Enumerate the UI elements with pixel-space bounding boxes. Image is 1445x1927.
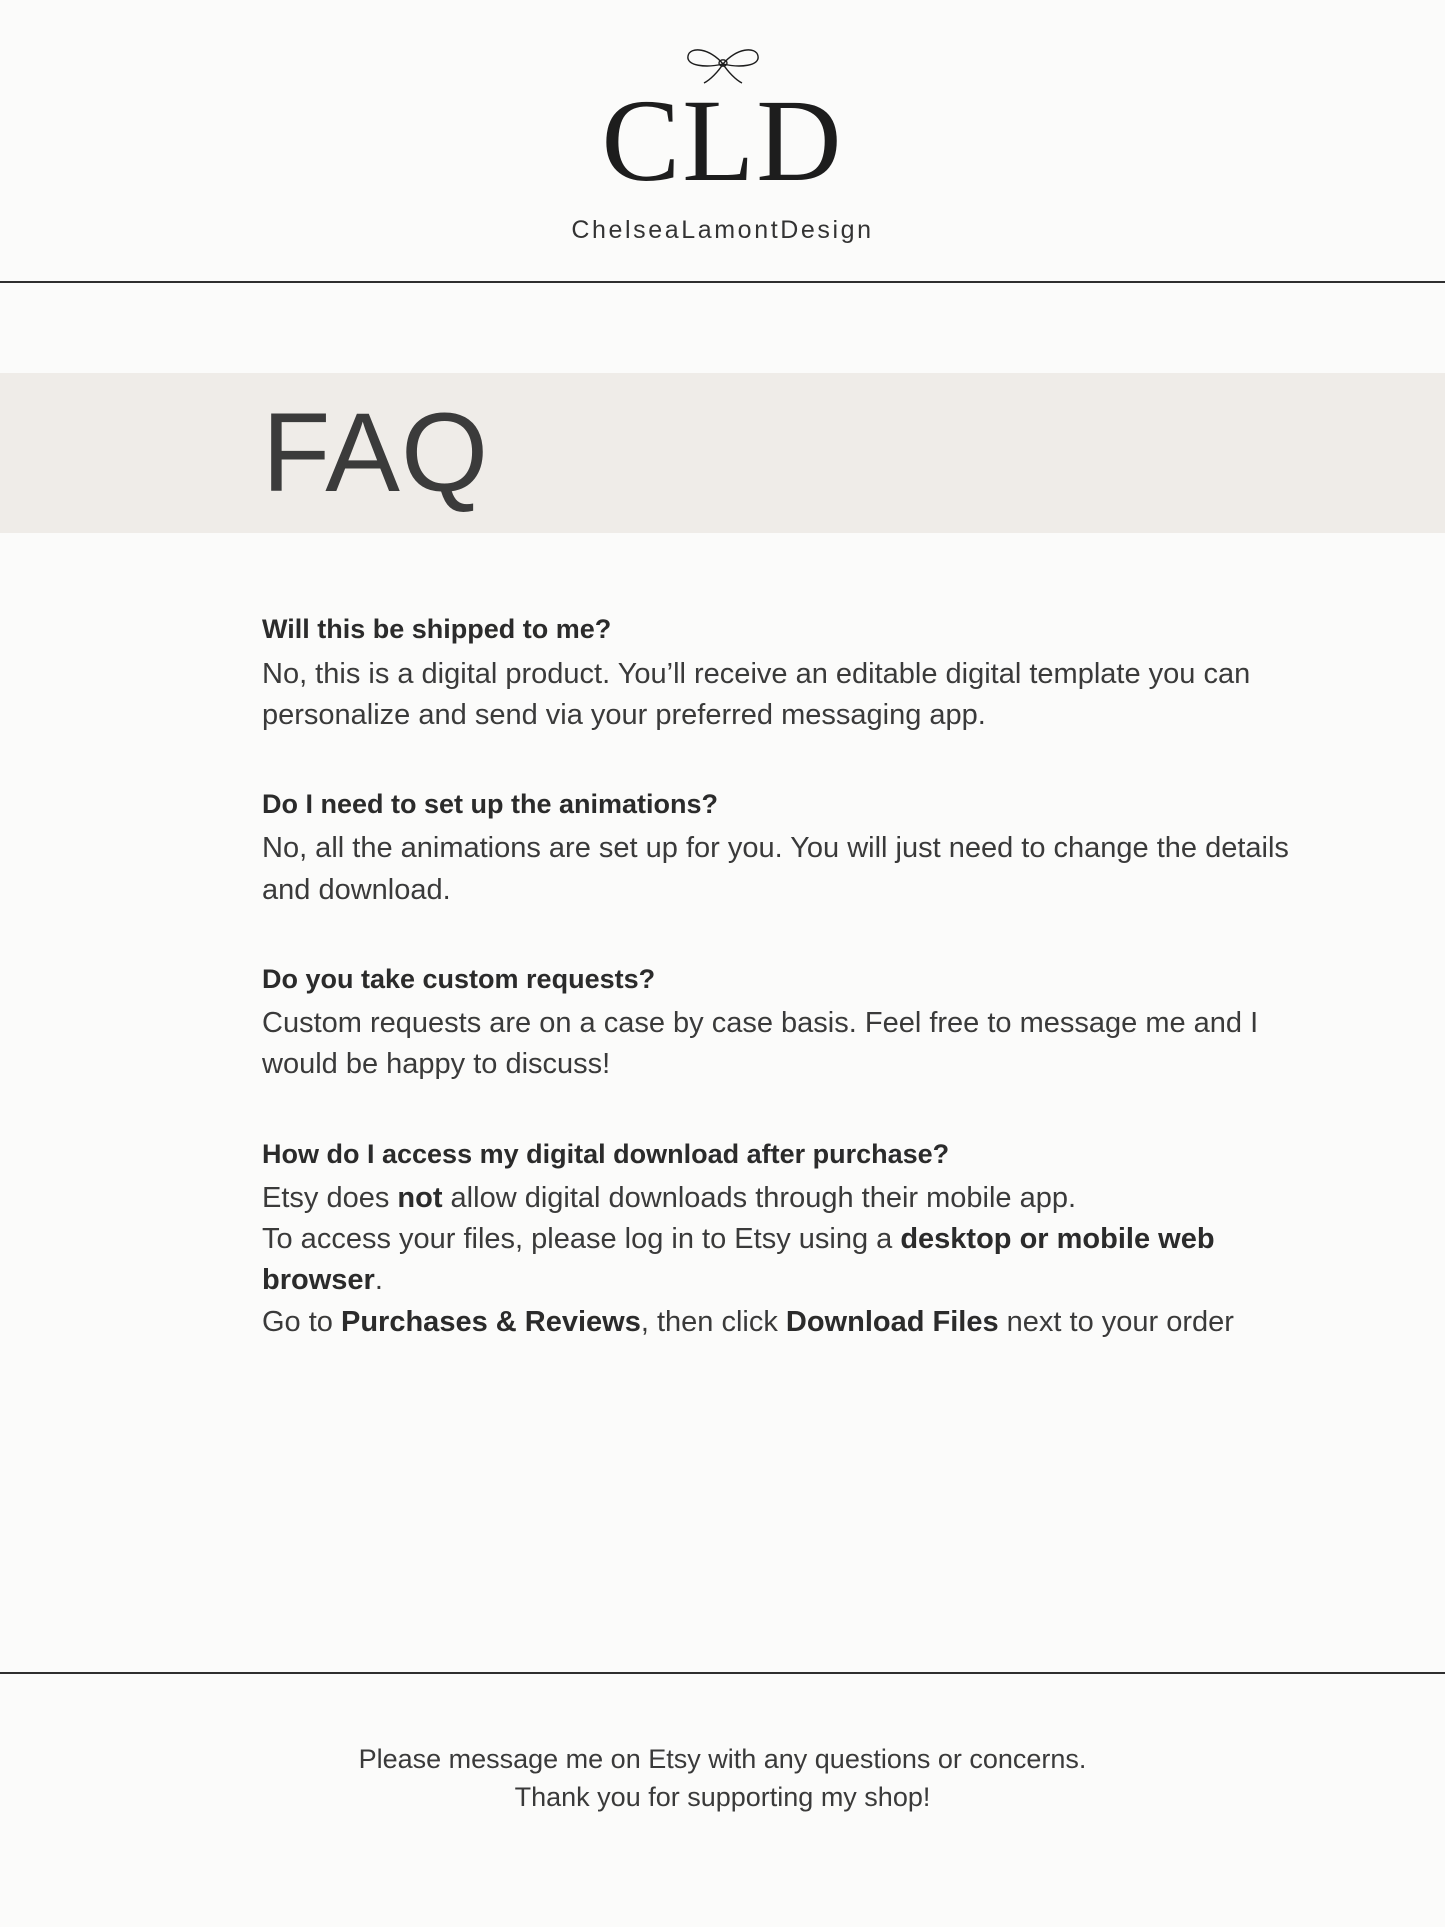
- logo-monogram: CLD: [601, 75, 844, 206]
- faq-question: How do I access my digital download after purchase?: [262, 1138, 950, 1169]
- page-title: FAQ: [262, 390, 490, 515]
- footer: [0, 1740, 1445, 1817]
- faq-answer: No, this is a digital product. You’ll receive an editable digital template you can personalize and send via your preferred messaging app.: [262, 657, 1251, 731]
- faq-item: [262, 784, 1292, 911]
- logo-brand-name: ChelseaLamontDesign: [571, 216, 874, 244]
- header-divider: [0, 281, 1445, 283]
- faq-answer: Custom requests are on a case by case basis. Feel free to message me and I would be happy to discuss!: [262, 1007, 1259, 1081]
- faq-item: [262, 1134, 1292, 1343]
- footer-line-1: Please message me on Etsy with any questions or concerns.: [358, 1744, 1087, 1774]
- footer-line-2: Thank you for supporting my shop!: [514, 1782, 931, 1813]
- faq-answer: No, all the animations are set up for you. You will just need to change the details and download.: [262, 832, 1289, 906]
- faq-item: [262, 959, 1292, 1086]
- faq-answer: Etsy does not allow digital downloads through their mobile app. To access your files, please log in to Etsy using a desktop or mobile web browser. Go to Purchases & Reviews, then click Download Files next to your order: [262, 1182, 1234, 1338]
- faq-question: Do you take custom requests?: [262, 963, 656, 994]
- faq-question: Will this be shipped to me?: [262, 614, 612, 644]
- faq-list: [262, 609, 1292, 1343]
- faq-question: Do I need to set up the animations?: [262, 788, 719, 819]
- title-band: [0, 373, 1445, 533]
- faq-item: [262, 609, 1292, 736]
- footer-divider: [0, 1672, 1445, 1674]
- brand-header: [0, 0, 1445, 245]
